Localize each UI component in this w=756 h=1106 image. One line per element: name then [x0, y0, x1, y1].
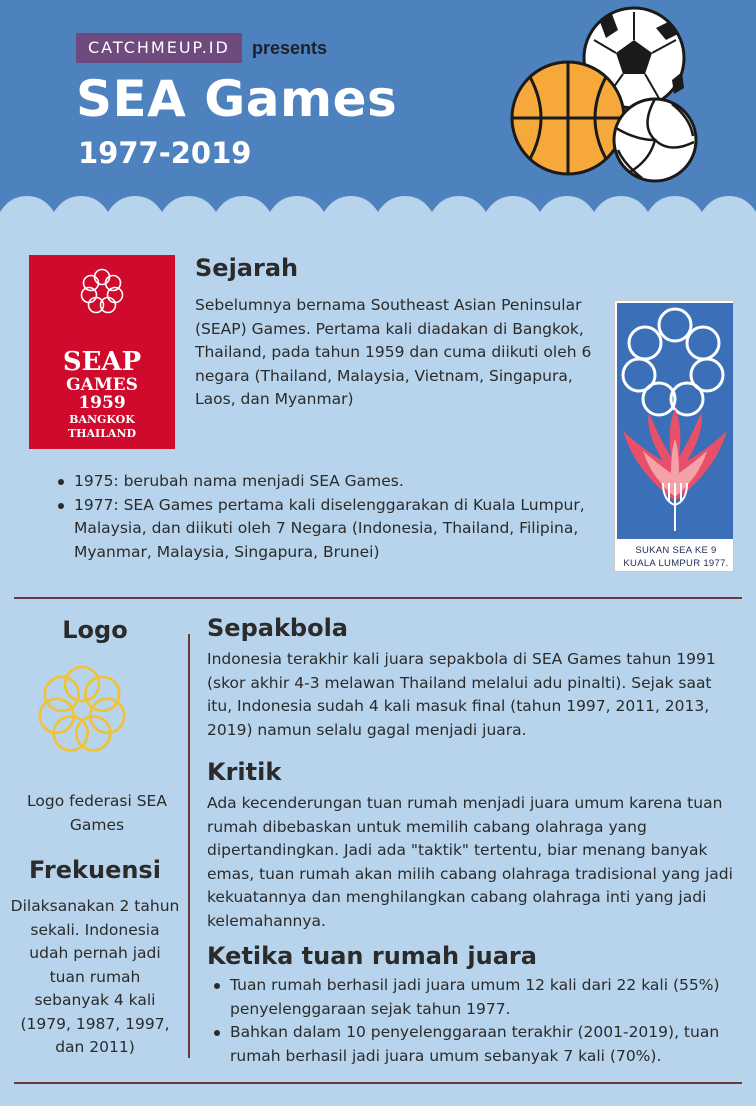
football-title: Sepakbola: [207, 614, 348, 642]
volleyball-icon: [614, 99, 696, 181]
column-divider: [188, 634, 190, 1058]
logo-caption: Logo federasi SEA Games: [27, 792, 167, 834]
history-bullets: [52, 470, 602, 564]
poster-caption-line2: KUALA LUMPUR 1977.: [623, 558, 729, 569]
history-body: Sebelumnya bernama Southeast Asian Peninsular (SEAP) Games. Pertama kali diadakan di Bangkok, Thailand, pada tahun 1959 dan cuma diikuti oleh 6 negara (Thailand, Malaysia, Vietnam, Singapura, Laos, dan Myanmar): [195, 296, 592, 408]
poster-caption-line1: SUKAN SEA KE 9: [635, 545, 717, 556]
header-banner: [0, 0, 756, 240]
page-subtitle-years: 1977-2019: [78, 136, 252, 170]
critique-title: Kritik: [207, 758, 282, 786]
presents-label: presents: [252, 38, 328, 58]
frequency-title: Frekuensi: [29, 856, 161, 884]
seap-logo-line2: GAMES: [66, 375, 138, 395]
history-title: Sejarah: [195, 254, 299, 282]
host-champion-title: Ketika tuan rumah juara: [207, 942, 537, 970]
sea-games-1977-poster: [614, 300, 734, 572]
host-champion-bullets: [208, 974, 748, 1068]
bottom-divider: [14, 1082, 742, 1084]
sea-games-federation-logo-icon: [32, 660, 132, 760]
basketball-icon: [512, 62, 624, 174]
frequency-body: Dilaksanakan 2 tahun sekali. Indonesia udah pernah jadi tuan rumah sebanyak 4 kali (1979, 1987, 1997, dan 2011): [10, 897, 180, 1056]
section-divider: [14, 597, 742, 599]
list-item: Bahkan dalam 10 penyelenggaraan terakhir (2001-2019), tuan rumah berhasil jadi juara umum sebanyak 7 kali (70%).: [208, 1021, 748, 1068]
football-body: Indonesia terakhir kali juara sepakbola di SEA Games tahun 1991 (skor akhir 4-3 melawan Thailand melalui adu pinalti). Sejak saat itu, Indonesia sudah 4 kali masuk final (tahun 1997, 2011, 2013, 2019) namun selalu gagal menjadi juara.: [207, 650, 716, 739]
poster-artwork: [615, 301, 735, 541]
seap-logo-line3: 1959: [78, 393, 126, 413]
seap-logo-line1: SEAP: [62, 347, 142, 377]
seap-logo-line5: THAILAND: [67, 427, 137, 440]
brand-badge: CATCHMEUP.ID: [76, 33, 242, 63]
logo-section-title: Logo: [62, 616, 128, 644]
critique-body: Ada kecenderungan tuan rumah menjadi juara umum karena tuan rumah dibebaskan untuk memilih cabang olahraga yang dipertandingkan. Jadi ada "taktik" tertentu, biar menang banyak emas, tuan rumah akan milih cabang olahraga tradisional yang jadi kekuatannya dan menghilangkan cabang olahraga inti yang jadi kelemahannya.: [207, 794, 733, 930]
page-title: SEA Games: [76, 70, 398, 128]
seap-rings-icon: [29, 255, 175, 355]
seap-games-1959-logo: [29, 255, 175, 449]
list-item: 1975: berubah nama menjadi SEA Games.: [52, 470, 602, 494]
list-item: Tuan rumah berhasil jadi juara umum 12 kali dari 22 kali (55%) penyelenggaraan sejak tahun 1977.: [208, 974, 748, 1021]
list-item: 1977: SEA Games pertama kali diselenggarakan di Kuala Lumpur, Malaysia, dan diikuti oleh 7 Negara (Indonesia, Thailand, Filipina, Myanmar, Malaysia, Singapura, Brunei): [52, 494, 602, 565]
seap-logo-line4: BANGKOK: [69, 413, 135, 426]
